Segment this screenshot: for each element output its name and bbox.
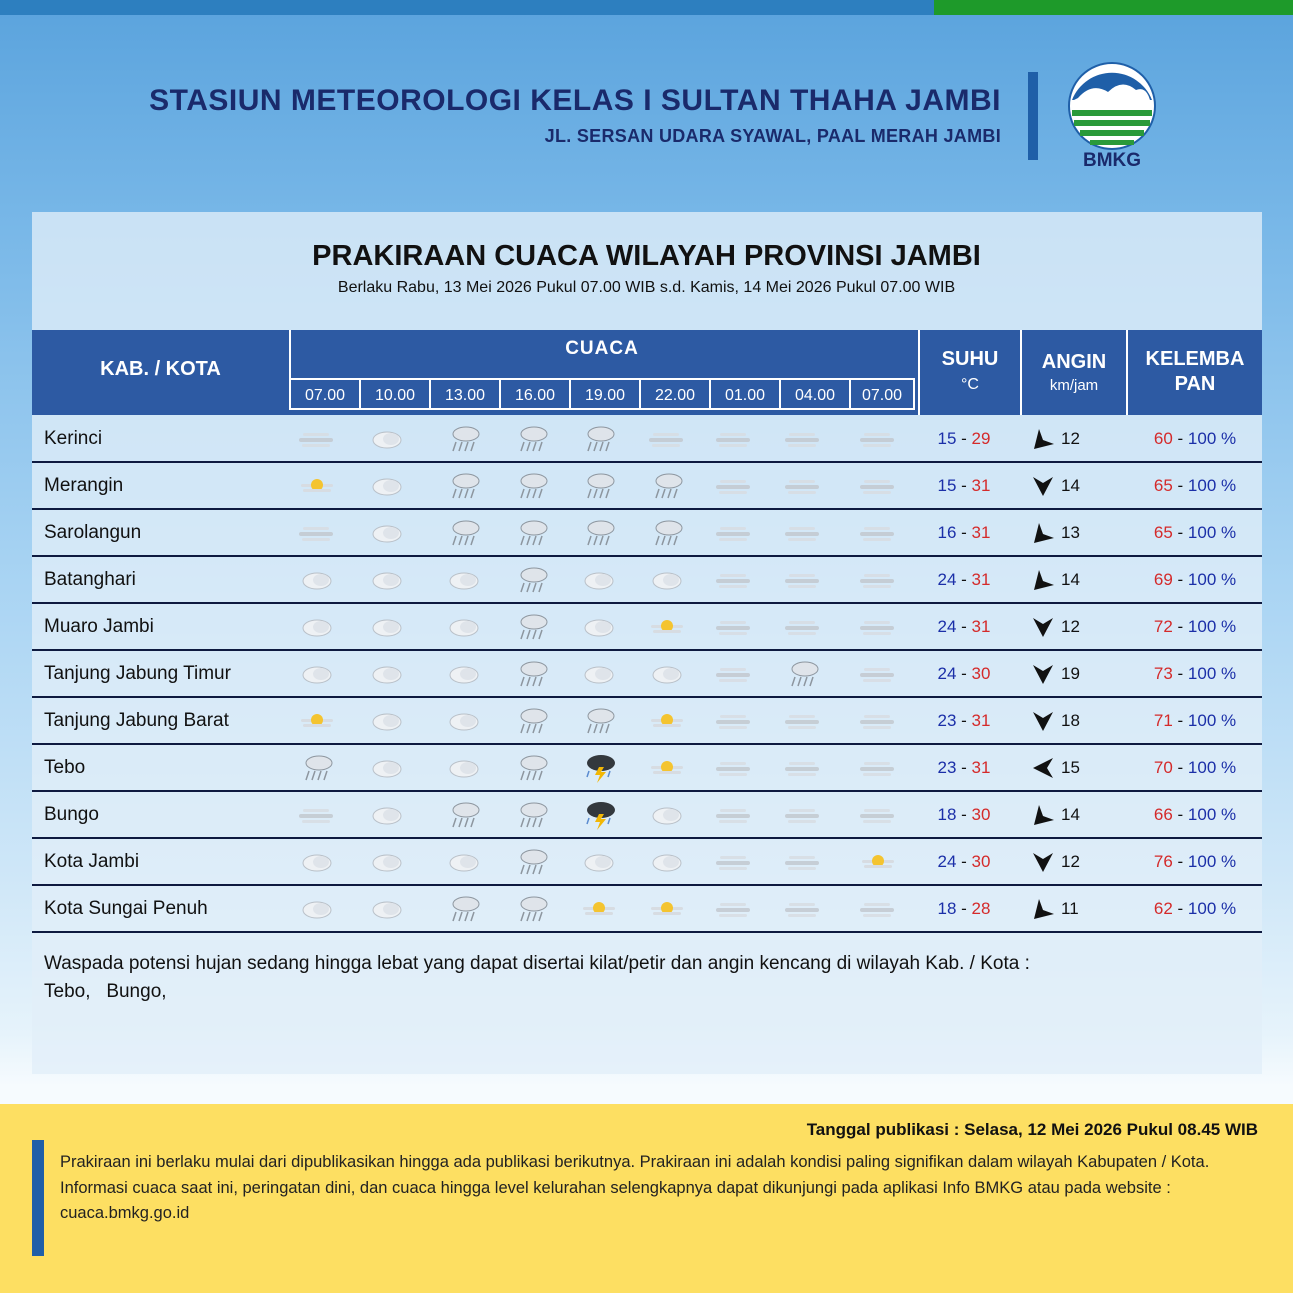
haze-weather-icon	[297, 518, 337, 548]
humidity-min: 65	[1153, 523, 1173, 542]
cloudy-weather-icon	[297, 847, 337, 877]
cloudy-weather-icon	[297, 659, 337, 689]
haze-weather-icon	[714, 800, 754, 830]
haze-weather-icon	[714, 471, 754, 501]
cloudy-weather-icon	[647, 659, 687, 689]
humidity-min: 71	[1153, 711, 1173, 730]
cloudy-weather-icon	[444, 659, 484, 689]
forecast-title: PRAKIRAAN CUACA WILAYAH PROVINSI JAMBI	[312, 240, 981, 272]
temp-max: 31	[971, 711, 991, 730]
haze-weather-icon	[858, 612, 898, 642]
humidity-max: 100 %	[1187, 429, 1237, 448]
range-dash: -	[956, 476, 972, 495]
range-dash: -	[956, 523, 972, 542]
humidity-range	[1128, 557, 1262, 602]
down-arrow-icon	[1031, 709, 1055, 733]
cloudy-weather-icon	[367, 847, 407, 877]
humidity-min: 65	[1153, 476, 1173, 495]
ne-arrow-icon	[1031, 521, 1055, 545]
range-dash: -	[1172, 570, 1188, 589]
rain-weather-icon	[579, 424, 619, 454]
table-row	[32, 416, 1262, 463]
rain-weather-icon	[579, 706, 619, 736]
region-name: Tebo	[44, 757, 86, 778]
top-bar-blue	[0, 0, 934, 15]
humidity-range	[1128, 651, 1262, 696]
range-dash: -	[1172, 664, 1188, 683]
cloudy-weather-icon	[367, 894, 407, 924]
range-dash: -	[1172, 899, 1188, 918]
haze-weather-icon	[783, 565, 823, 595]
temp-max: 30	[971, 805, 991, 824]
humidity-max: 100 %	[1187, 758, 1237, 777]
humidity-max: 100 %	[1187, 664, 1237, 683]
rain-weather-icon	[783, 659, 823, 689]
humidity-min: 60	[1153, 429, 1173, 448]
warning-line-2: Tebo, Bungo,	[44, 981, 167, 1002]
table-header	[32, 330, 1262, 415]
sunny-weather-icon	[647, 706, 687, 736]
wind-speed: 12	[1061, 617, 1080, 636]
rain-weather-icon	[512, 753, 552, 783]
temp-max: 31	[971, 758, 991, 777]
cloudy-weather-icon	[367, 800, 407, 830]
warning-text	[44, 950, 1144, 1006]
range-dash: -	[1172, 711, 1188, 730]
rain-weather-icon	[444, 518, 484, 548]
range-dash: -	[956, 664, 972, 683]
station-address: JL. SERSAN UDARA SYAWAL, PAAL MERAH JAMBI	[544, 126, 1001, 146]
haze-weather-icon	[783, 424, 823, 454]
haze-weather-icon	[858, 800, 898, 830]
publication-date: Tanggal publikasi : Selasa, 12 Mei 2026 Pukul 08.45 WIB	[806, 1120, 1258, 1139]
region-name: Tanjung Jabung Timur	[44, 663, 231, 684]
time-cell: 07.00	[289, 378, 361, 410]
rain-weather-icon	[647, 471, 687, 501]
haze-weather-icon	[714, 659, 754, 689]
humidity-max: 100 %	[1187, 523, 1237, 542]
haze-weather-icon	[783, 518, 823, 548]
wind-speed: 15	[1061, 758, 1080, 777]
wind-speed: 14	[1061, 570, 1080, 589]
cloudy-weather-icon	[367, 424, 407, 454]
cloudy-weather-icon	[297, 612, 337, 642]
humidity-range	[1128, 510, 1262, 555]
header-humidity-1: KELEMBA	[1145, 348, 1245, 370]
thunder-weather-icon	[579, 753, 619, 783]
forecast-validity: Berlaku Rabu, 13 Mei 2026 Pukul 07.00 WIB s.d. Kamis, 14 Mei 2026 Pukul 07.00 WIB	[337, 279, 956, 296]
sunny-weather-icon	[297, 471, 337, 501]
table-row	[32, 463, 1262, 510]
haze-weather-icon	[714, 424, 754, 454]
station-title: STASIUN METEOROLOGI KELAS I SULTAN THAHA JAMBI	[149, 84, 1001, 117]
temp-max: 30	[971, 664, 991, 683]
time-cell: 10.00	[359, 378, 431, 410]
temp-min: 23	[937, 711, 957, 730]
humidity-min: 69	[1153, 570, 1173, 589]
haze-weather-icon	[858, 424, 898, 454]
region-name: Tanjung Jabung Barat	[44, 710, 229, 731]
range-dash: -	[956, 617, 972, 636]
temp-min: 24	[937, 852, 957, 871]
temperature-range	[920, 792, 1008, 837]
cloudy-weather-icon	[444, 612, 484, 642]
time-cell: 13.00	[429, 378, 501, 410]
haze-weather-icon	[783, 706, 823, 736]
sunny-weather-icon	[297, 706, 337, 736]
humidity-max: 100 %	[1187, 711, 1237, 730]
humidity-max: 100 %	[1187, 570, 1237, 589]
table-row	[32, 839, 1262, 886]
rain-weather-icon	[444, 424, 484, 454]
time-cell: 16.00	[499, 378, 571, 410]
table-row	[32, 651, 1262, 698]
rain-weather-icon	[512, 565, 552, 595]
humidity-max: 100 %	[1187, 852, 1237, 871]
humidity-max: 100 %	[1187, 899, 1237, 918]
region-name: Muaro Jambi	[44, 616, 154, 637]
humidity-range	[1128, 463, 1262, 508]
haze-weather-icon	[783, 471, 823, 501]
thunder-weather-icon	[579, 800, 619, 830]
footer	[0, 1104, 1293, 1293]
left-arrow-icon	[1031, 756, 1055, 780]
region-name: Kota Jambi	[44, 851, 140, 872]
wind-speed: 13	[1061, 523, 1080, 542]
down-arrow-icon	[1031, 850, 1055, 874]
haze-weather-icon	[783, 753, 823, 783]
humidity-min: 62	[1153, 899, 1173, 918]
temp-max: 31	[971, 617, 991, 636]
rain-weather-icon	[579, 518, 619, 548]
wind-speed: 18	[1061, 711, 1080, 730]
cloudy-weather-icon	[444, 847, 484, 877]
humidity-min: 70	[1153, 758, 1173, 777]
temperature-range	[920, 463, 1008, 508]
haze-weather-icon	[783, 612, 823, 642]
wind-speed: 14	[1061, 805, 1080, 824]
humidity-range	[1128, 698, 1262, 743]
cloudy-weather-icon	[367, 659, 407, 689]
rain-weather-icon	[512, 612, 552, 642]
time-cell: 22.00	[639, 378, 711, 410]
table-row	[32, 886, 1262, 933]
cloudy-weather-icon	[647, 847, 687, 877]
haze-weather-icon	[858, 518, 898, 548]
haze-weather-icon	[714, 753, 754, 783]
temp-max: 31	[971, 570, 991, 589]
ne-arrow-icon	[1031, 897, 1055, 921]
region-name: Merangin	[44, 475, 124, 496]
temperature-range	[920, 557, 1008, 602]
region-name: Sarolangun	[44, 522, 142, 543]
rain-weather-icon	[512, 518, 552, 548]
haze-weather-icon	[714, 518, 754, 548]
humidity-range	[1128, 839, 1262, 884]
time-row	[289, 378, 915, 415]
haze-weather-icon	[714, 894, 754, 924]
bmkg-logo-icon	[1064, 60, 1160, 170]
range-dash: -	[1172, 617, 1188, 636]
rain-weather-icon	[512, 847, 552, 877]
header-temp: SUHU	[941, 348, 999, 370]
rain-weather-icon	[444, 800, 484, 830]
temp-max: 29	[971, 429, 991, 448]
temp-min: 24	[937, 617, 957, 636]
ne-arrow-icon	[1031, 568, 1055, 592]
header-separator	[918, 330, 920, 415]
range-dash: -	[1172, 429, 1188, 448]
temp-max: 31	[971, 476, 991, 495]
humidity-max: 100 %	[1187, 805, 1237, 824]
time-cell: 01.00	[709, 378, 781, 410]
region-name: Kota Sungai Penuh	[44, 898, 208, 919]
cloudy-weather-icon	[444, 753, 484, 783]
rain-weather-icon	[444, 471, 484, 501]
table-row	[32, 510, 1262, 557]
temperature-range	[920, 651, 1008, 696]
rain-weather-icon	[512, 706, 552, 736]
cloudy-weather-icon	[579, 659, 619, 689]
haze-weather-icon	[783, 894, 823, 924]
header-temp-unit: °C	[961, 376, 979, 393]
range-dash: -	[1172, 758, 1188, 777]
range-dash: -	[956, 429, 972, 448]
cloudy-weather-icon	[367, 471, 407, 501]
table-row	[32, 557, 1262, 604]
humidity-range	[1128, 416, 1262, 461]
table-row	[32, 604, 1262, 651]
cloudy-weather-icon	[579, 847, 619, 877]
temp-max: 30	[971, 852, 991, 871]
humidity-range	[1128, 886, 1262, 931]
temperature-range	[920, 745, 1008, 790]
cloudy-weather-icon	[367, 518, 407, 548]
temp-min: 18	[937, 805, 957, 824]
range-dash: -	[956, 805, 972, 824]
humidity-range	[1128, 604, 1262, 649]
top-bar-green	[934, 0, 1293, 15]
time-cell: 07.00	[849, 378, 915, 410]
time-cell: 04.00	[779, 378, 851, 410]
range-dash: -	[956, 570, 972, 589]
temperature-range	[920, 839, 1008, 884]
temperature-range	[920, 604, 1008, 649]
haze-weather-icon	[858, 894, 898, 924]
haze-weather-icon	[858, 706, 898, 736]
header-wind: ANGIN	[1041, 351, 1107, 373]
cloudy-weather-icon	[444, 706, 484, 736]
wind-speed: 12	[1061, 429, 1080, 448]
table-row	[32, 698, 1262, 745]
haze-weather-icon	[858, 471, 898, 501]
wind-speed: 12	[1061, 852, 1080, 871]
time-cell: 19.00	[569, 378, 641, 410]
humidity-range	[1128, 745, 1262, 790]
temp-min: 15	[937, 429, 957, 448]
haze-weather-icon	[858, 565, 898, 595]
cloudy-weather-icon	[297, 565, 337, 595]
temp-max: 28	[971, 899, 991, 918]
header-wind-unit: km/jam	[1049, 377, 1099, 394]
temp-min: 16	[937, 523, 957, 542]
haze-weather-icon	[783, 847, 823, 877]
temperature-range	[920, 510, 1008, 555]
cloudy-weather-icon	[647, 800, 687, 830]
cloudy-weather-icon	[579, 565, 619, 595]
humidity-range	[1128, 792, 1262, 837]
region-name: Batanghari	[44, 569, 136, 590]
rain-weather-icon	[297, 753, 337, 783]
humidity-min: 73	[1153, 664, 1173, 683]
sunny-weather-icon	[647, 612, 687, 642]
logo-text: BMKG	[1082, 150, 1142, 170]
header-region: KAB. / KOTA	[100, 358, 221, 380]
temp-min: 24	[937, 570, 957, 589]
down-arrow-icon	[1031, 662, 1055, 686]
footer-accent-bar	[32, 1140, 44, 1256]
rain-weather-icon	[512, 800, 552, 830]
humidity-max: 100 %	[1187, 476, 1237, 495]
cloudy-weather-icon	[367, 706, 407, 736]
header-divider	[1028, 72, 1038, 160]
rain-weather-icon	[512, 471, 552, 501]
range-dash: -	[956, 711, 972, 730]
ne-arrow-icon	[1031, 803, 1055, 827]
cloudy-weather-icon	[367, 612, 407, 642]
wind-speed: 11	[1061, 899, 1079, 918]
table-row	[32, 745, 1262, 792]
table-row	[32, 792, 1262, 839]
temp-min: 18	[937, 899, 957, 918]
rain-weather-icon	[512, 659, 552, 689]
region-name: Bungo	[44, 804, 99, 825]
temp-min: 24	[937, 664, 957, 683]
temperature-range	[920, 886, 1008, 931]
cloudy-weather-icon	[367, 753, 407, 783]
sunny-weather-icon	[579, 894, 619, 924]
rain-weather-icon	[512, 894, 552, 924]
region-name: Kerinci	[44, 428, 103, 449]
range-dash: -	[1172, 805, 1188, 824]
down-arrow-icon	[1031, 615, 1055, 639]
temperature-range	[920, 698, 1008, 743]
cloudy-weather-icon	[444, 565, 484, 595]
ne-arrow-icon	[1031, 427, 1055, 451]
haze-weather-icon	[858, 659, 898, 689]
haze-weather-icon	[714, 706, 754, 736]
range-dash: -	[956, 852, 972, 871]
rain-weather-icon	[512, 424, 552, 454]
temp-min: 23	[937, 758, 957, 777]
range-dash: -	[1172, 476, 1188, 495]
haze-weather-icon	[714, 847, 754, 877]
rain-weather-icon	[647, 518, 687, 548]
range-dash: -	[1172, 523, 1188, 542]
haze-weather-icon	[297, 800, 337, 830]
temperature-range	[920, 416, 1008, 461]
humidity-min: 66	[1153, 805, 1173, 824]
disclaimer-text: Prakiraan ini berlaku mulai dari dipublikasikan hingga ada publikasi berikutnya. Prakiraan ini adalah kondisi paling signifikan dalam wilayah Kabupaten / Kota. Informasi cuaca saat ini, peringatan dini, dan cuaca hingga level kelurahan selengkapnya dapat dikunjungi pada aplikasi Info BMKG atau pada website : cuaca.bmkg.go.id	[60, 1153, 1210, 1222]
sunny-weather-icon	[647, 894, 687, 924]
temp-max: 31	[971, 523, 991, 542]
humidity-min: 76	[1153, 852, 1173, 871]
haze-weather-icon	[714, 565, 754, 595]
haze-weather-icon	[647, 424, 687, 454]
header-weather: CUACA	[565, 338, 639, 359]
range-dash: -	[956, 899, 972, 918]
cloudy-weather-icon	[297, 894, 337, 924]
haze-weather-icon	[297, 424, 337, 454]
range-dash: -	[1172, 852, 1188, 871]
cloudy-weather-icon	[367, 565, 407, 595]
wind-speed: 19	[1061, 664, 1080, 683]
haze-weather-icon	[714, 612, 754, 642]
header-humidity-2: PAN	[1174, 373, 1216, 395]
haze-weather-icon	[783, 800, 823, 830]
sunny-weather-icon	[858, 847, 898, 877]
humidity-max: 100 %	[1187, 617, 1237, 636]
rain-weather-icon	[579, 471, 619, 501]
warning-line-1: Waspada potensi hujan sedang hingga lebat yang dapat disertai kilat/petir dan angin kencang di wilayah Kab. / Kota :	[44, 953, 1030, 974]
cloudy-weather-icon	[579, 612, 619, 642]
sunny-weather-icon	[647, 753, 687, 783]
wind-speed: 14	[1061, 476, 1080, 495]
humidity-min: 72	[1153, 617, 1173, 636]
cloudy-weather-icon	[647, 565, 687, 595]
range-dash: -	[956, 758, 972, 777]
rain-weather-icon	[444, 894, 484, 924]
haze-weather-icon	[858, 753, 898, 783]
down-arrow-icon	[1031, 474, 1055, 498]
temp-min: 15	[937, 476, 957, 495]
